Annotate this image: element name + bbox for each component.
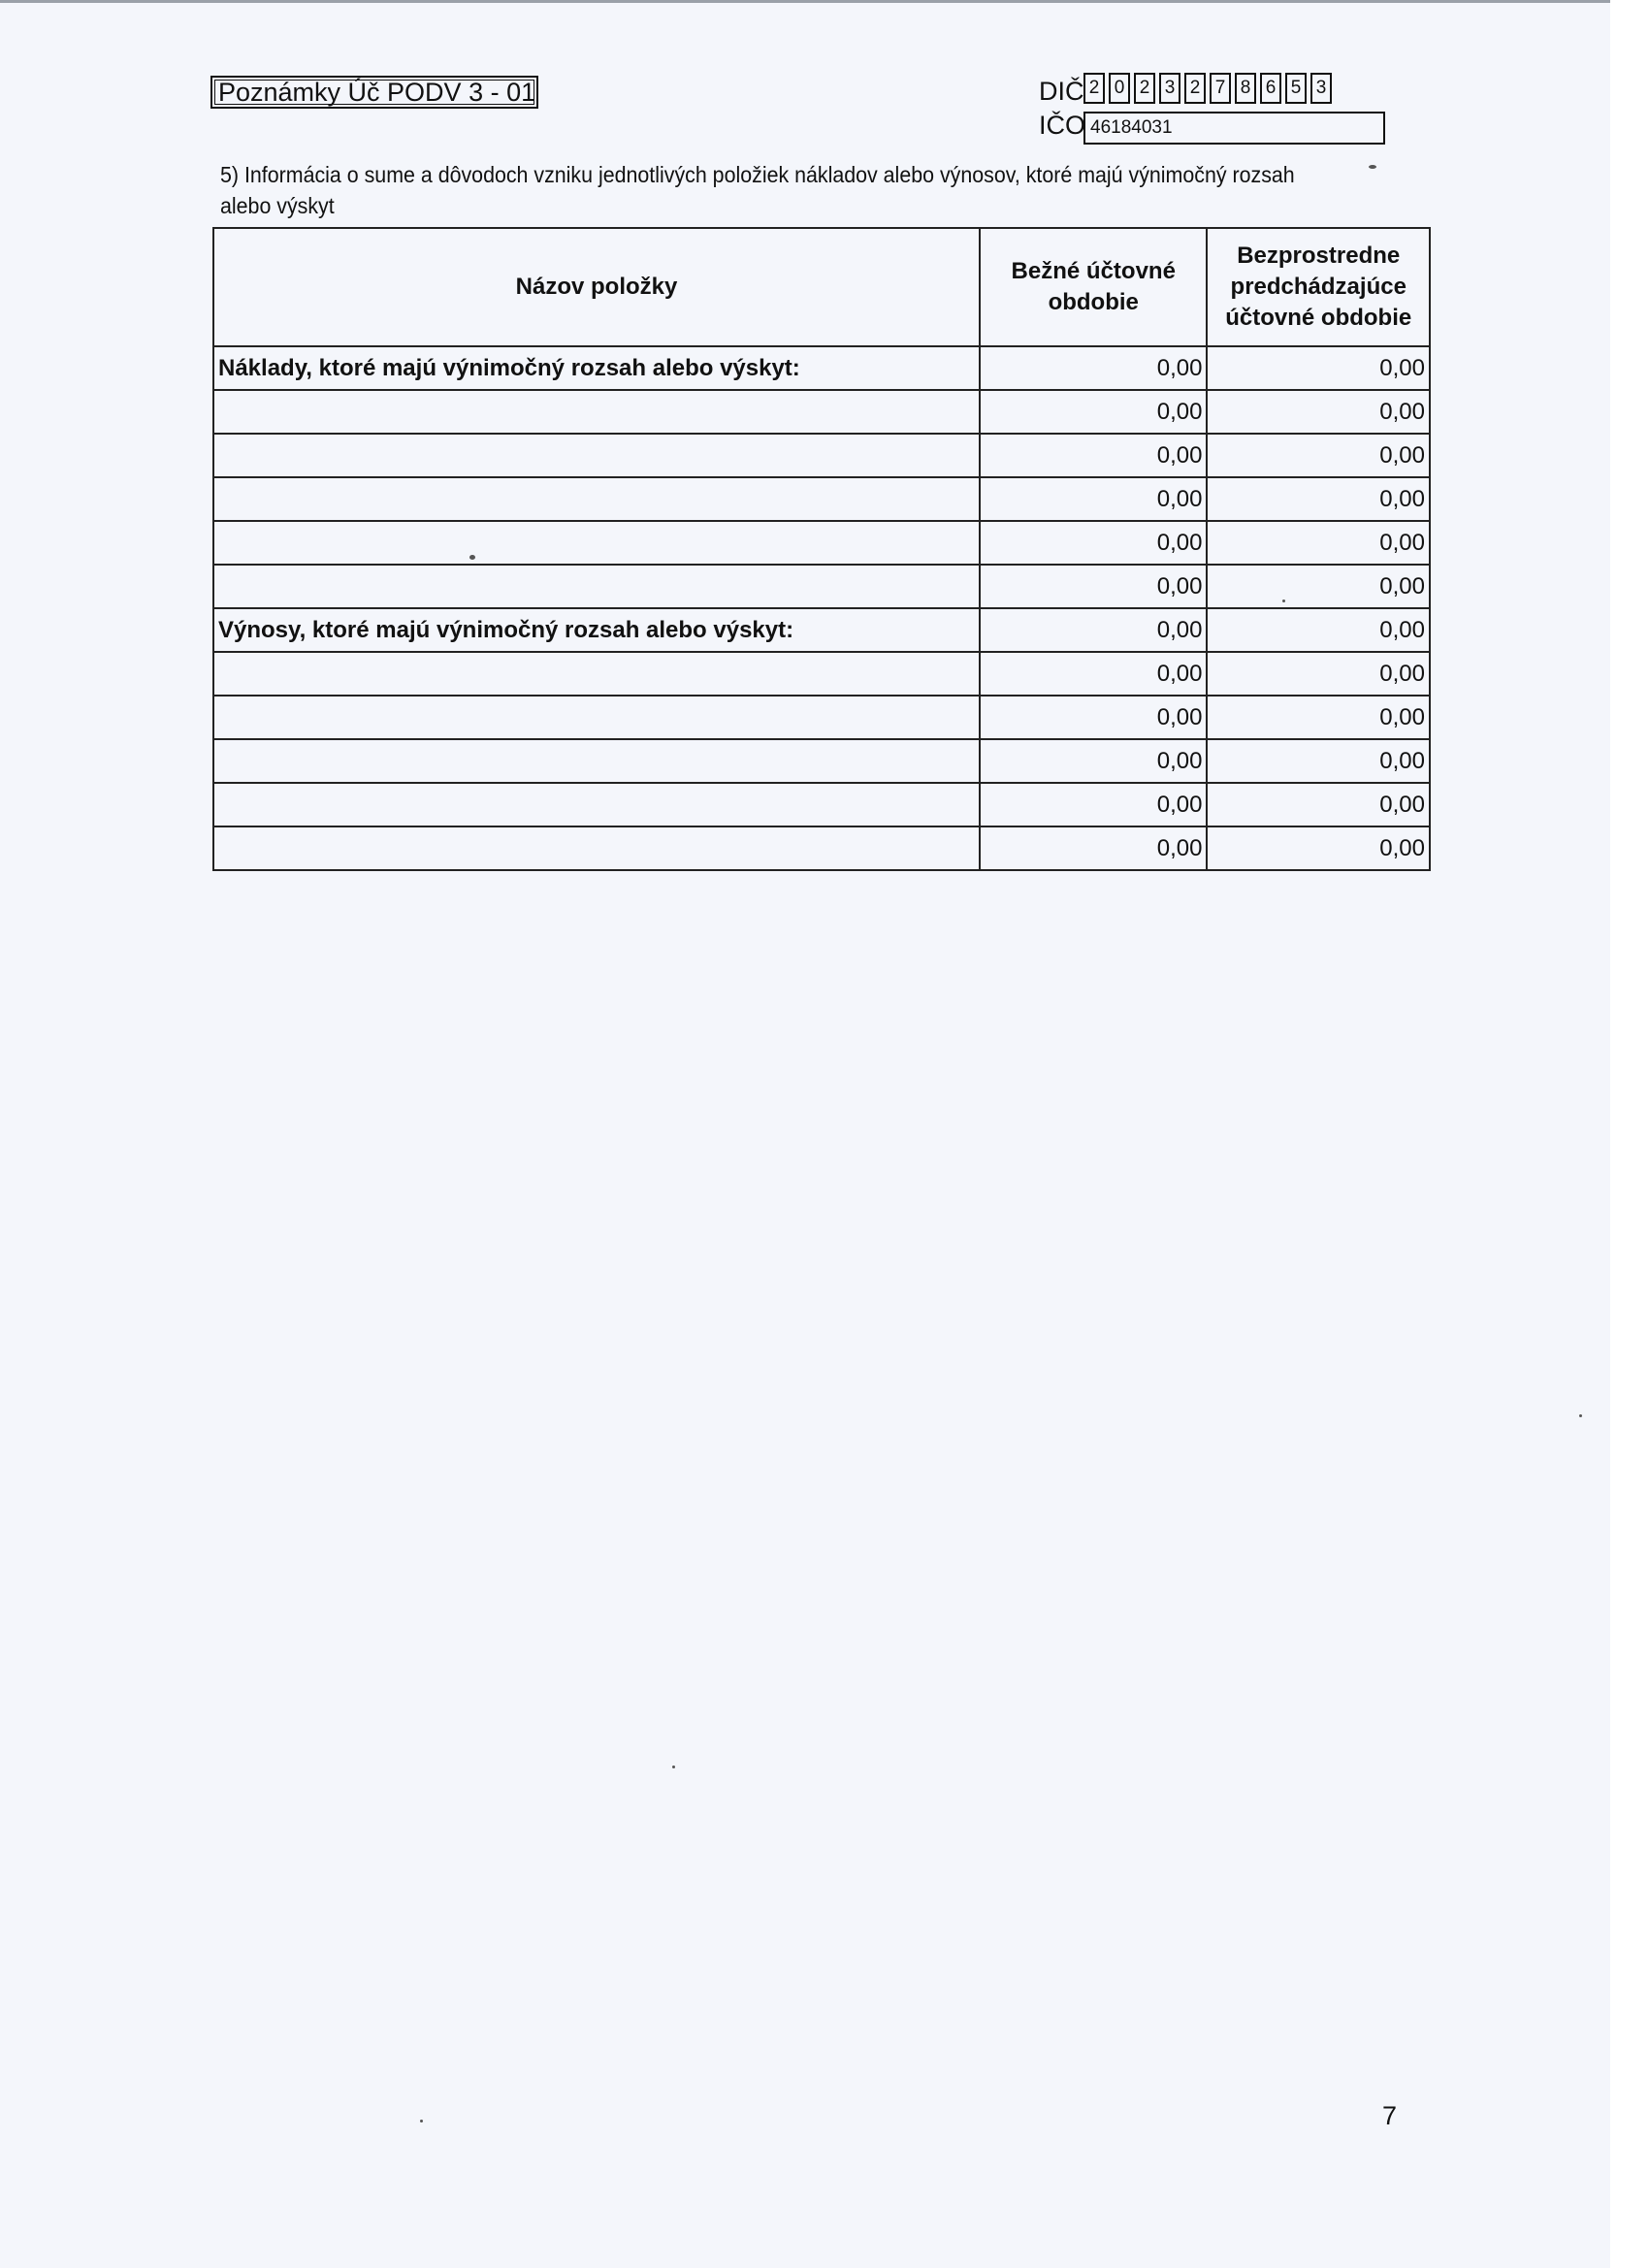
dic-digit: 5 [1285,73,1307,104]
table-row [213,739,1430,783]
previous-value: 0,00 [1207,434,1430,477]
dic-digit: 6 [1260,73,1281,104]
dic-digit: 2 [1083,73,1105,104]
header-current-period: Bežné účtovné obdobie [980,228,1207,346]
dic-digit: 0 [1109,73,1130,104]
section-description: 5) Informácia o sume a dôvodoch vzniku jednotlivých položiek nákladov alebo výnosov, ktoré majú výnimočný rozsah alebo výskyt [220,162,1295,218]
scan-speck [672,1766,675,1768]
current-value: 0,00 [980,696,1207,739]
item-name [213,783,980,826]
previous-value: 0,00 [1207,521,1430,565]
current-value: 0,00 [980,565,1207,608]
current-value: 0,00 [980,477,1207,521]
current-value: 0,00 [980,608,1207,652]
previous-value: 0,00 [1207,826,1430,870]
table-header-row [213,228,1430,346]
item-name: Výnosy, ktoré majú výnimočný rozsah alebo výskyt: [213,608,980,652]
item-name [213,521,980,565]
previous-value: 0,00 [1207,477,1430,521]
previous-value: 0,00 [1207,390,1430,434]
table-row [213,608,1430,652]
item-name [213,434,980,477]
ico-label: IČO [1039,111,1086,140]
scan-speck [420,2120,423,2122]
current-value: 0,00 [980,434,1207,477]
table-row [213,696,1430,739]
table-row [213,521,1430,565]
current-value: 0,00 [980,346,1207,390]
table-row [213,346,1430,390]
scan-speck [1282,599,1285,602]
item-name [213,696,980,739]
previous-value: 0,00 [1207,696,1430,739]
previous-value: 0,00 [1207,652,1430,696]
current-value: 0,00 [980,521,1207,565]
item-name [213,739,980,783]
previous-value: 0,00 [1207,739,1430,783]
previous-value: 0,00 [1207,783,1430,826]
dic-digit-boxes [1083,73,1336,104]
item-name [213,565,980,608]
table-row [213,652,1430,696]
ico-value: 46184031 [1083,112,1385,145]
current-value: 0,00 [980,652,1207,696]
dic-digit: 8 [1235,73,1256,104]
form-code-label: Poznámky Úč PODV 3 - 01 [218,78,536,107]
item-name [213,826,980,870]
previous-value: 0,00 [1207,346,1430,390]
page-number: 7 [1382,2101,1398,2130]
header-item-name: Názov položky [213,228,980,346]
table-row [213,565,1430,608]
current-value: 0,00 [980,826,1207,870]
dic-digit: 2 [1134,73,1155,104]
item-name [213,477,980,521]
scan-edge-right [1610,0,1649,2268]
table-row [213,826,1430,870]
current-value: 0,00 [980,390,1207,434]
dic-digit: 2 [1184,73,1206,104]
item-name [213,652,980,696]
header-previous-period: Bezprostredne predchádzajúce účtovné obdobie [1207,228,1430,346]
item-name [213,390,980,434]
table-row [213,783,1430,826]
exceptional-items-table [212,227,1431,871]
current-value: 0,00 [980,783,1207,826]
scan-speck [469,555,475,560]
table-row [213,434,1430,477]
dic-digit: 7 [1210,73,1231,104]
dic-digit: 3 [1159,73,1180,104]
table-row [213,390,1430,434]
scan-speck [1579,1414,1582,1417]
previous-value: 0,00 [1207,608,1430,652]
scan-edge-top [0,0,1649,3]
dic-label: DIČ [1039,77,1084,106]
table-row [213,477,1430,521]
item-name: Náklady, ktoré majú výnimočný rozsah alebo výskyt: [213,346,980,390]
current-value: 0,00 [980,739,1207,783]
scan-speck [1369,165,1376,169]
form-code-box [210,76,538,109]
dic-digit: 3 [1310,73,1332,104]
previous-value: 0,00 [1207,565,1430,608]
